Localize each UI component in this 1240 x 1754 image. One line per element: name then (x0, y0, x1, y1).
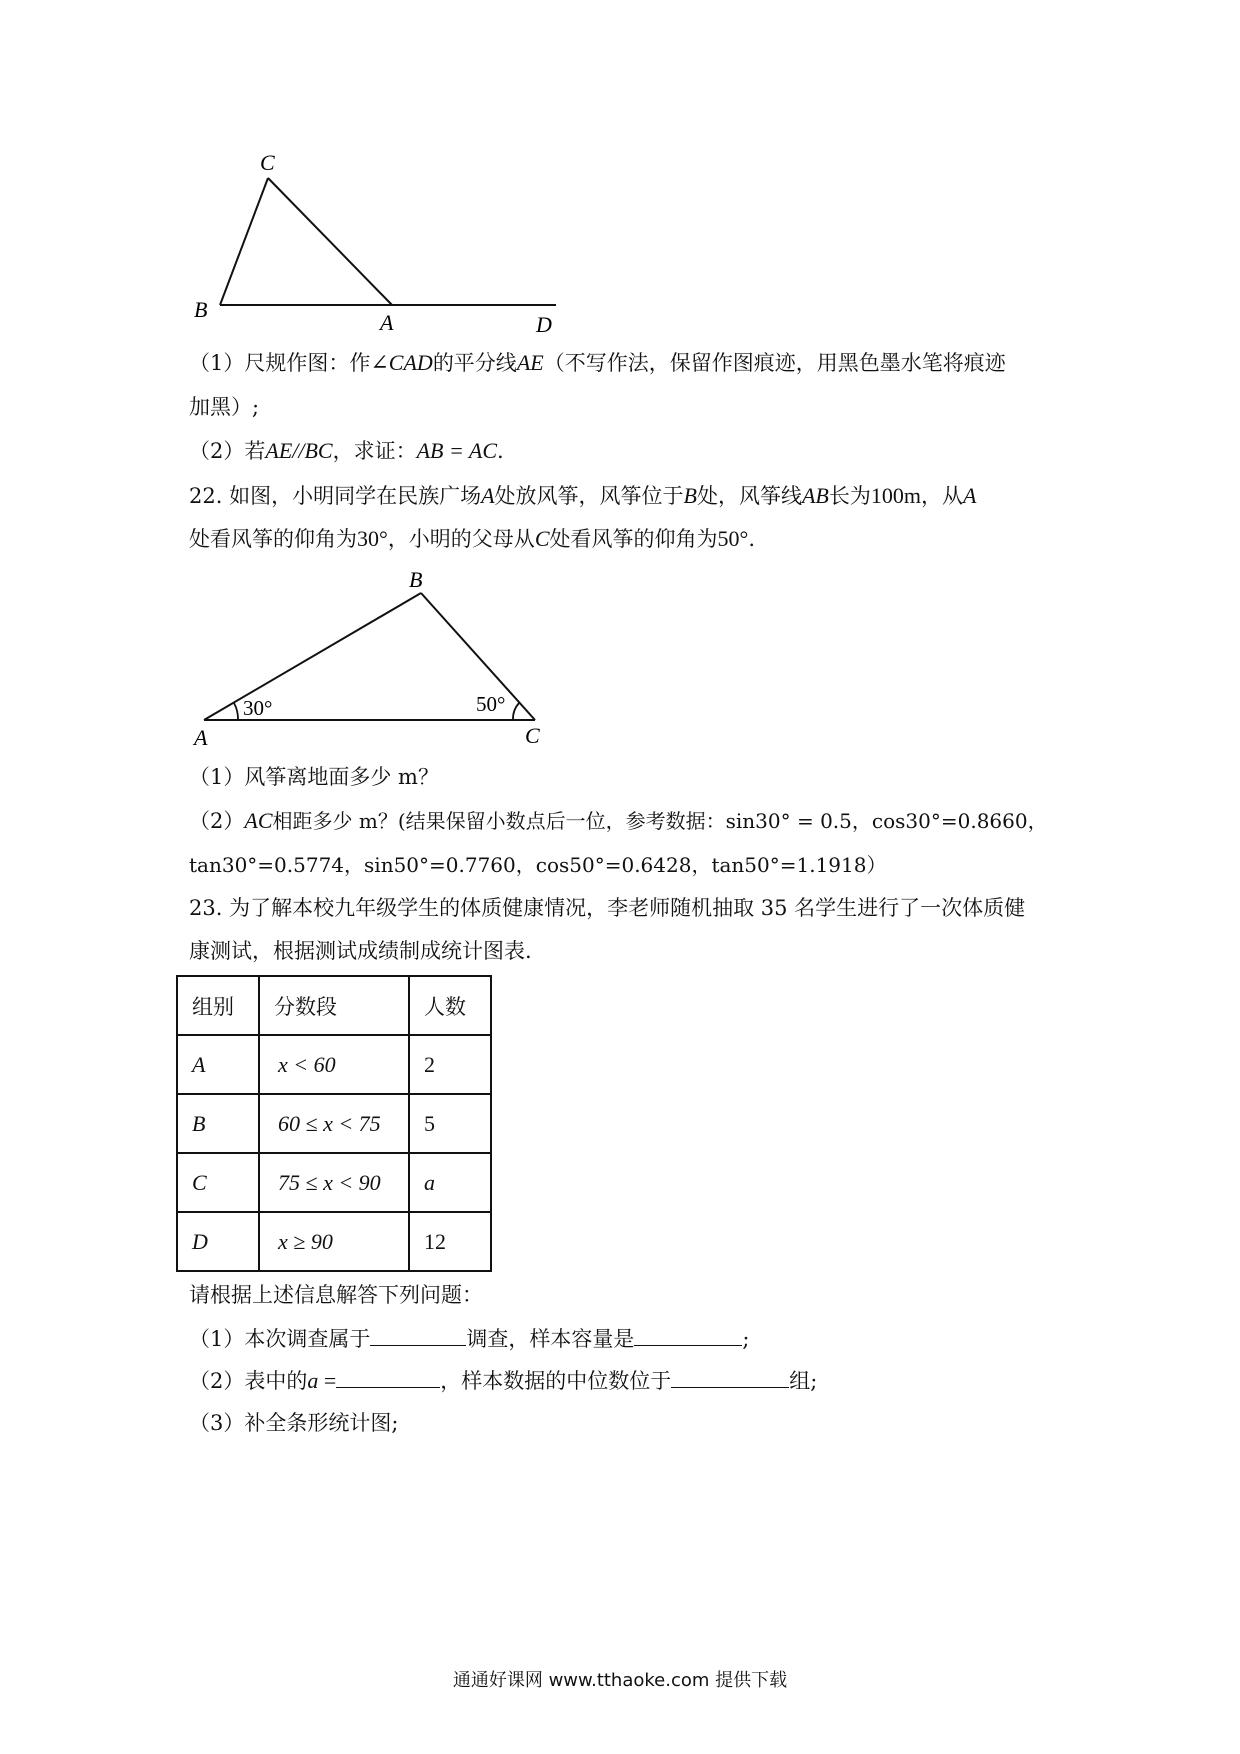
table-cell: B (177, 1094, 259, 1153)
q22-text: 处放风筝，风筝位于 (494, 484, 684, 508)
segment-bc (220, 178, 268, 305)
q21-math: AB = AC (416, 438, 498, 463)
q21-part1-line1 (189, 348, 1006, 378)
label-d: D (536, 312, 552, 337)
q22-num: 30° (357, 526, 388, 551)
q23-part2 (189, 1365, 817, 1396)
q23-text: 调查，样本容量是 (466, 1327, 635, 1351)
kite-triangle-figure (180, 560, 580, 755)
table-row (177, 1094, 491, 1153)
q22-math: AC (244, 808, 273, 833)
page-footer: 通通好课网 www.tthaoke.com 提供下载 (452, 1670, 788, 1691)
q22-num: 50° (717, 526, 749, 551)
answer-blank-survey-type[interactable] (370, 1323, 466, 1346)
table-cell: x ≥ 90 (259, 1212, 409, 1271)
q21-part1-line2: 加黑）; (189, 395, 260, 419)
q21-text: 的平分线 (432, 351, 517, 375)
q22-part2-line1 (189, 806, 1048, 836)
q21-text: （不写作法，保留作图痕迹，用黑色墨水笔将痕迹 (543, 351, 1006, 375)
q22-math: A (963, 483, 977, 508)
q23-line1: 23. 为了解本校九年级学生的体质健康情况，李老师随机抽取 35 名学生进行了一次体质健 (189, 896, 1026, 920)
q23-text: ，样本数据的中位数位于 (440, 1369, 672, 1393)
table-cell: A (177, 1035, 259, 1094)
q21-math: AE//BC (265, 438, 333, 463)
q23-text: ; (742, 1327, 750, 1351)
q23-text: （2）表中的 (189, 1369, 308, 1393)
table-cell: x < 60 (259, 1035, 409, 1094)
segment-ab (204, 593, 421, 720)
table-header: 组别 (177, 976, 259, 1035)
q22-text: 处，风筝线 (696, 484, 802, 508)
score-table (176, 975, 492, 1272)
q23-math: a (307, 1368, 319, 1393)
table-row (177, 1153, 491, 1212)
answer-blank-a-value[interactable] (336, 1365, 440, 1388)
q23-part3: （3）补全条形统计图; (189, 1411, 399, 1435)
q22-text: . (748, 527, 755, 551)
q21-text: . (497, 439, 504, 463)
q23-part1 (189, 1323, 749, 1354)
label-c: C (260, 150, 275, 175)
table-row (177, 1035, 491, 1094)
label-a: A (194, 725, 208, 750)
q23-text: = (318, 1368, 337, 1393)
q21-text: （1）尺规作图：作 (189, 351, 371, 375)
label-a: A (380, 310, 394, 335)
table-cell: a (409, 1153, 491, 1212)
q22-text: 22. 如图，小明同学在民族广场 (189, 484, 482, 508)
label-b: B (194, 297, 208, 322)
q23-text: （1）本次调查属于 (189, 1327, 371, 1351)
table-cell: 60 ≤ x < 75 (259, 1094, 409, 1153)
table-header: 分数段 (259, 976, 409, 1035)
angle-label-c: 50° (476, 692, 506, 716)
q22-line2 (189, 524, 755, 554)
q22-num: 100m (870, 483, 921, 508)
q22-text: （2） (189, 809, 245, 833)
angle-label-a: 30° (243, 696, 273, 720)
q22-text: 处看风筝的仰角为 (549, 527, 718, 551)
triangle-figure-1 (180, 140, 580, 340)
answer-blank-sample-size[interactable] (634, 1323, 742, 1346)
answer-blank-median-group[interactable] (671, 1365, 789, 1388)
table-cell: 75 ≤ x < 90 (259, 1153, 409, 1212)
label-b: B (409, 567, 423, 592)
table-header-row (177, 976, 491, 1035)
q21-math: AE (516, 350, 544, 375)
q22-math: A (481, 483, 495, 508)
q22-text: 处看风筝的仰角为 (189, 527, 357, 551)
q22-math: C (534, 526, 550, 551)
angle-arc-c (513, 703, 519, 720)
table-cell: C (177, 1153, 259, 1212)
q23-text: 组; (789, 1369, 818, 1393)
table-cell: 5 (409, 1094, 491, 1153)
q22-text: 相距多少 m？(结果保留小数点后一位，参考数据：sin30° = 0.5，cos30°=0.8660， (272, 809, 1048, 833)
label-c: C (525, 723, 540, 748)
q22-text: 长为 (828, 484, 871, 508)
q22-math: B (683, 483, 697, 508)
q21-math: ∠CAD (370, 350, 433, 375)
q21-text: ，求证： (332, 439, 417, 463)
q22-part1: （1）风筝离地面多少 m？ (189, 765, 439, 789)
q22-part2-line2: tan30°=0.5774，sin50°=0.7760，cos50°=0.6428，tan50°=1.1918） (189, 853, 887, 877)
q22-line1 (189, 481, 976, 511)
table-row (177, 1212, 491, 1271)
table-header: 人数 (409, 976, 491, 1035)
table-cell: 12 (409, 1212, 491, 1271)
angle-arc-a (234, 703, 238, 720)
q23-line2: 康测试，根据测试成绩制成统计图表. (189, 939, 532, 963)
q22-text: ，小明的父母从 (387, 527, 535, 551)
q23-intro: 请根据上述信息解答下列问题： (189, 1283, 483, 1307)
q22-text: ，从 (921, 484, 963, 508)
segment-ca (268, 178, 392, 305)
q22-math: AB (801, 483, 829, 508)
table-cell: 2 (409, 1035, 491, 1094)
q21-text: （2）若 (189, 439, 266, 463)
table-cell: D (177, 1212, 259, 1271)
q21-part2 (189, 436, 504, 466)
